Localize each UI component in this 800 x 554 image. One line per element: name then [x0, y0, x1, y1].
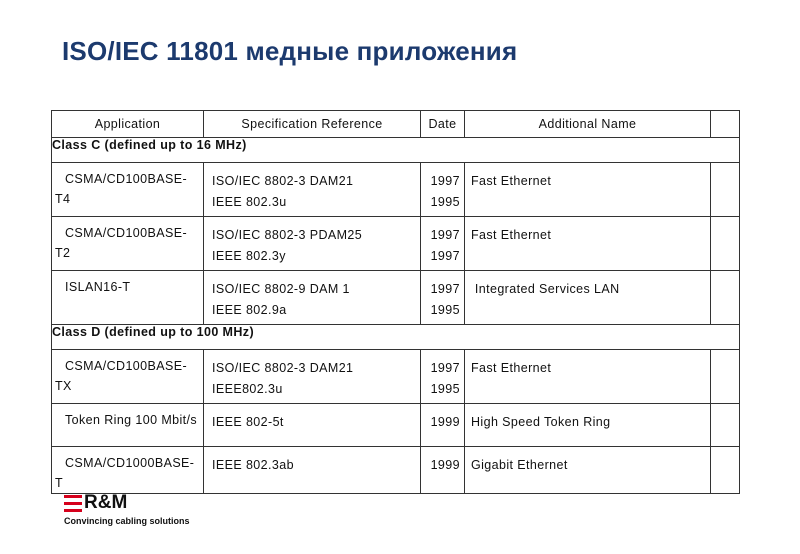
additional-name: Fast Ethernet — [471, 228, 552, 242]
application-cell: Token Ring 100 Mbit/s — [52, 404, 204, 447]
rm-logo — [64, 492, 127, 514]
date-cell — [421, 271, 465, 325]
date-cell — [421, 217, 465, 271]
spec-reference: IEEE 802.3u — [212, 195, 287, 209]
date-cell — [421, 447, 465, 494]
date-cell — [421, 404, 465, 447]
additional-name: Fast Ethernet — [471, 174, 552, 188]
rm-logo-icon — [64, 495, 82, 512]
date-value: 1995 — [430, 303, 460, 317]
date-cell — [421, 350, 465, 404]
date-value: 1995 — [430, 382, 460, 396]
logo-text: R&M — [84, 492, 128, 513]
date-value: 1999 — [430, 458, 460, 472]
application-cell: ISLAN16-T — [52, 271, 204, 325]
date-value: 1997 — [430, 249, 460, 263]
additional-name: Gigabit Ethernet — [471, 458, 568, 472]
date-cell — [421, 163, 465, 217]
spec-reference: ISO/IEC 8802-3 DAM21 — [212, 361, 354, 375]
table-row — [52, 217, 740, 271]
additional-name-cell — [465, 271, 711, 325]
date-value: 1997 — [430, 228, 460, 242]
table-row — [52, 447, 740, 494]
table-body — [52, 138, 740, 494]
column-header: Application — [52, 111, 204, 138]
spec-cell — [204, 447, 421, 494]
spec-cell — [204, 217, 421, 271]
extra-cell — [711, 447, 740, 494]
column-header: Additional Name — [465, 111, 711, 138]
spec-cell — [204, 163, 421, 217]
spec-cell — [204, 350, 421, 404]
additional-name: Fast Ethernet — [471, 361, 552, 375]
extra-cell — [711, 217, 740, 271]
logo-tagline: Convincing cabling solutions — [64, 516, 190, 526]
table-row — [52, 350, 740, 404]
extra-cell — [711, 404, 740, 447]
column-header: Date — [421, 111, 465, 138]
date-value: 1997 — [430, 282, 460, 296]
column-header — [711, 111, 740, 138]
additional-name-cell — [465, 163, 711, 217]
section-row — [52, 325, 740, 350]
date-value: 1997 — [430, 361, 460, 375]
table-row — [52, 163, 740, 217]
date-value: 1997 — [430, 174, 460, 188]
application-cell: CSMA/CD1000BASE-T — [52, 447, 204, 494]
spec-reference: ISO/IEC 8802-9 DAM 1 — [212, 282, 350, 296]
spec-cell — [204, 404, 421, 447]
spec-reference: IEEE 802.9a — [212, 303, 287, 317]
spec-reference: IEEE 802.3ab — [212, 458, 294, 472]
spec-cell — [204, 271, 421, 325]
extra-cell — [711, 163, 740, 217]
table-row — [52, 271, 740, 325]
extra-cell — [711, 271, 740, 325]
additional-name-cell — [465, 404, 711, 447]
spec-reference: IEEE802.3u — [212, 382, 283, 396]
page-title: ISO/IEC 11801 медные приложения — [62, 36, 518, 66]
additional-name: Integrated Services LAN — [471, 282, 620, 296]
spec-reference: IEEE 802-5t — [212, 415, 284, 429]
additional-name-cell — [465, 217, 711, 271]
application-cell: CSMA/CD100BASE-T4 — [52, 163, 204, 217]
spec-reference: ISO/IEC 8802-3 PDAM25 — [212, 228, 363, 242]
additional-name: High Speed Token Ring — [471, 415, 611, 429]
additional-name-cell — [465, 447, 711, 494]
additional-name-cell — [465, 350, 711, 404]
extra-cell — [711, 350, 740, 404]
date-value: 1995 — [430, 195, 460, 209]
table-row — [52, 404, 740, 447]
application-cell: CSMA/CD100BASE-TX — [52, 350, 204, 404]
section-label: Class D (defined up to 100 MHz) — [52, 325, 740, 350]
spec-reference: ISO/IEC 8802-3 DAM21 — [212, 174, 354, 188]
column-header: Specification Reference — [204, 111, 421, 138]
section-row — [52, 138, 740, 163]
application-cell: CSMA/CD100BASE-T2 — [52, 217, 204, 271]
table-header-row — [52, 111, 740, 138]
applications-table — [51, 110, 740, 494]
spec-reference: IEEE 802.3y — [212, 249, 286, 263]
section-label: Class C (defined up to 16 MHz) — [52, 138, 740, 163]
date-value: 1999 — [430, 415, 460, 429]
